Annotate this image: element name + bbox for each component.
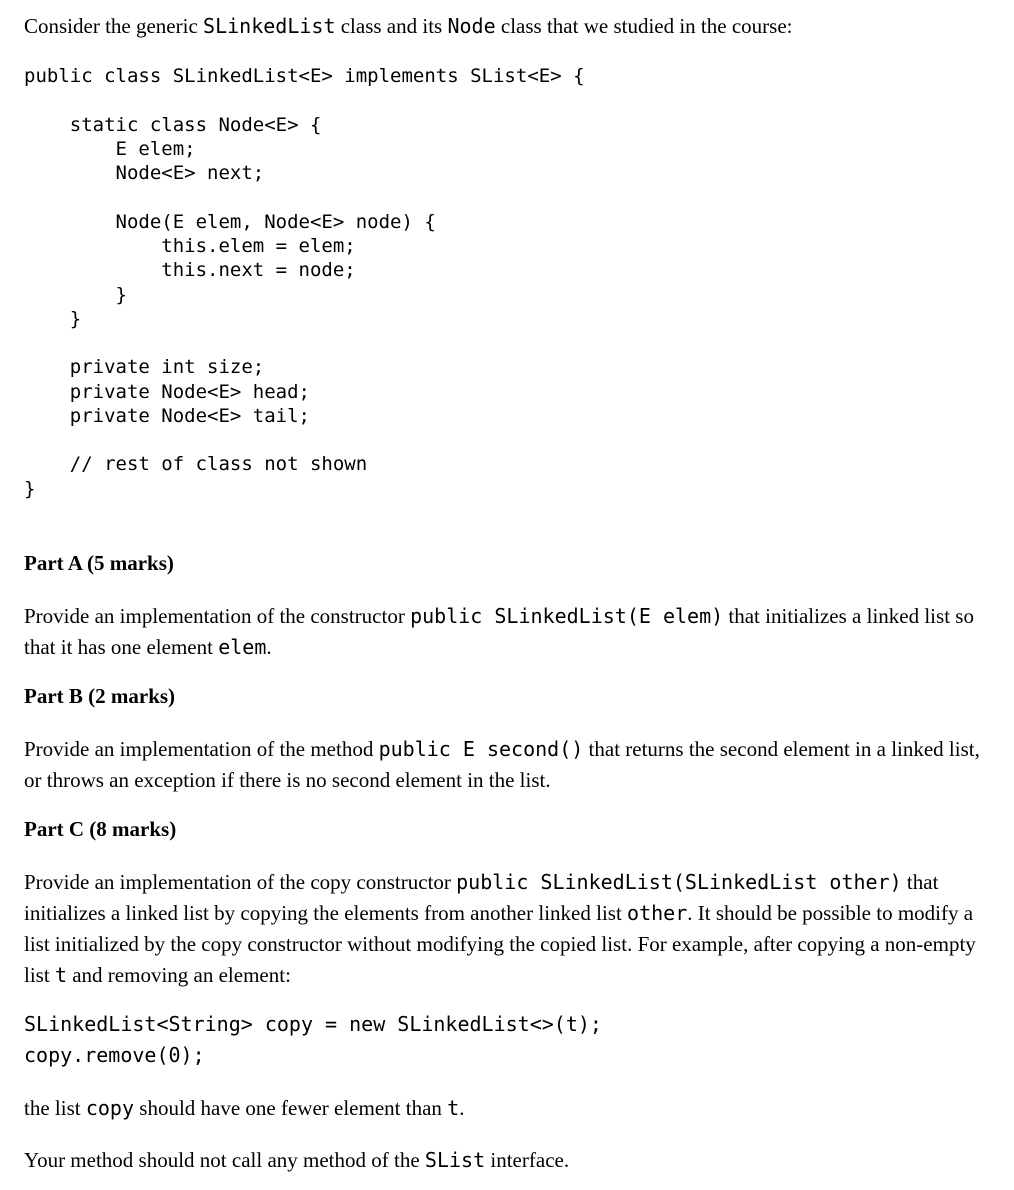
code-line: private int size; (24, 356, 265, 378)
part-c-text: and removing an element: (66, 963, 291, 987)
example-code-line: copy.remove(0); (24, 1043, 205, 1067)
part-a-code: public SLinkedList(E elem) (410, 604, 724, 628)
after-text: should have one fewer element than (134, 1096, 448, 1120)
code-line: this.next = node; (24, 259, 356, 281)
after-code: t (447, 1096, 460, 1120)
final-text: Your method should not call any method of the (24, 1148, 425, 1172)
intro-text-before: Consider the generic (24, 14, 204, 38)
code-line: public class SLinkedList<E> implements SList<E> { (24, 65, 585, 87)
intro-node-name: Node (447, 14, 496, 38)
example-code-line: SLinkedList<String> copy = new SLinkedList<>(t); (24, 1012, 602, 1036)
part-a-text: Provide an implementation of the constructor (24, 604, 411, 628)
part-b-paragraph (24, 734, 992, 796)
part-a-paragraph (24, 601, 992, 663)
part-c-text: . It should be possible to modify a list initialized by the copy constructor without modifying the copied list. For example, after copying a non-empty list (24, 901, 976, 987)
part-b-code: public E second() (378, 737, 584, 761)
after-code: copy (85, 1096, 135, 1120)
code-line: E elem; (24, 138, 196, 160)
final-text: interface. (485, 1148, 570, 1172)
after-text: the list (24, 1096, 86, 1120)
code-line: this.elem = elem; (24, 235, 356, 257)
part-b-text: Provide an implementation of the method (24, 737, 379, 761)
part-b-heading: Part B (2 marks) (24, 684, 176, 708)
code-line: Node<E> next; (24, 162, 265, 184)
part-a-heading: Part A (5 marks) (24, 551, 174, 575)
code-line: // rest of class not shown (24, 453, 368, 475)
code-line: private Node<E> tail; (24, 405, 310, 427)
part-c-code: other (627, 901, 688, 925)
intro-class-name: SLinkedList (203, 14, 336, 38)
part-c-paragraph (24, 867, 989, 991)
code-line: } (24, 478, 36, 500)
part-a-text: . (266, 635, 272, 659)
part-b-text: that returns the second element in a linked list, or throws an exception if there is no second element in the list. (24, 737, 980, 792)
final-paragraph (24, 1145, 569, 1176)
code-line: private Node<E> head; (24, 381, 310, 403)
code-line: } (24, 308, 82, 330)
part-c-text: that initializes a linked list by copying the elements from another linked list (24, 870, 939, 925)
intro-text-middle: class and its (335, 14, 448, 38)
part-a-text: that initializes a linked list so that it has one element (24, 604, 974, 659)
intro-paragraph (24, 11, 792, 42)
part-c-heading: Part C (8 marks) (24, 817, 177, 841)
part-c-text: Provide an implementation of the copy constructor (24, 870, 457, 894)
part-c-code: t (54, 963, 67, 987)
after-text: . (459, 1096, 465, 1120)
code-line: } (24, 284, 127, 306)
final-code: SList (424, 1148, 486, 1172)
code-line: static class Node<E> { (24, 114, 322, 136)
part-a-code: elem (218, 635, 267, 659)
part-c-code: public SLinkedList(SLinkedList other) (456, 870, 902, 894)
after-paragraph (24, 1093, 464, 1124)
intro-text-after: class that we studied in the course: (495, 14, 793, 38)
code-line: Node(E elem, Node<E> node) { (24, 211, 436, 233)
